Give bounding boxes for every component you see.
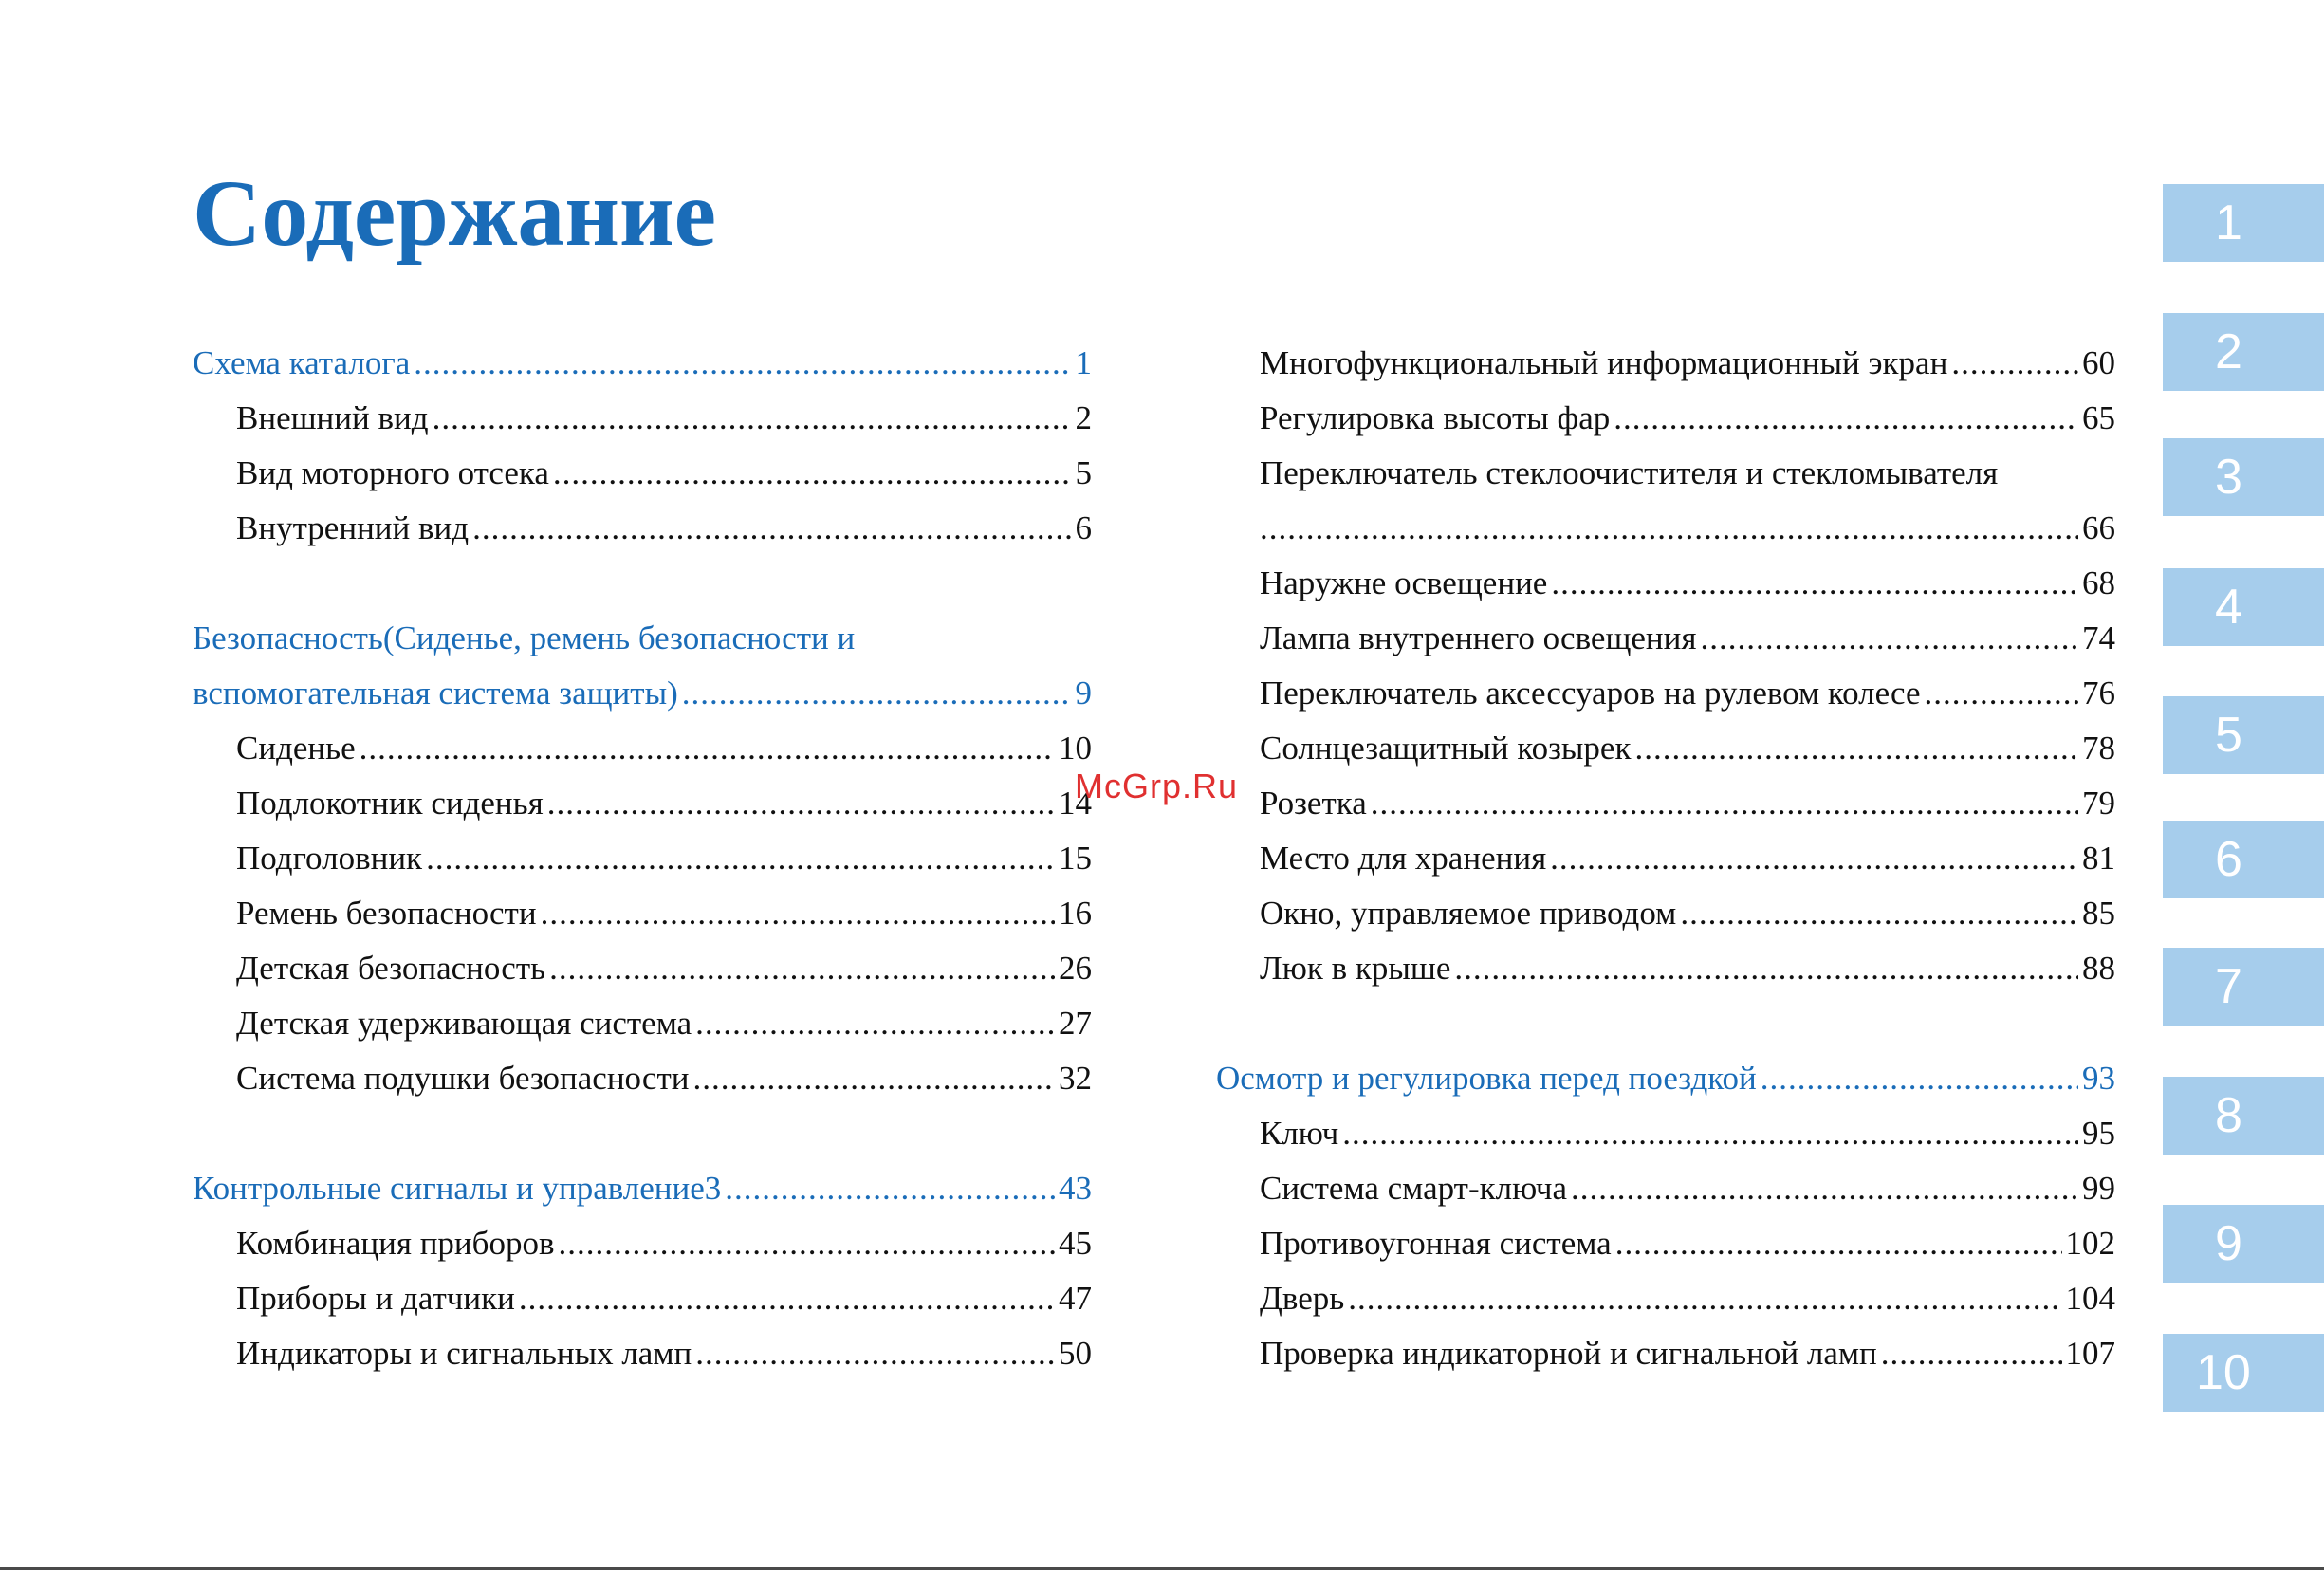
toc-entry-page: 78 [2082,730,2115,767]
toc-entry-label: Сиденье [236,730,356,767]
toc-entry-page: 74 [2082,619,2115,656]
chapter-tab-8[interactable]: 8 [2163,1077,2324,1155]
toc-entry-label: Солнцезащитный козырек [1260,730,1632,767]
toc-entry-page: 76 [2082,675,2115,712]
toc-entry-section[interactable] [193,1161,1092,1216]
toc-entry-page: 15 [1059,840,1092,877]
chapter-tab-10[interactable]: 10 [2163,1334,2324,1412]
toc-entry[interactable] [1216,1326,2115,1381]
toc-entry-label: Розетка [1260,785,1367,822]
toc-entry[interactable] [1216,1106,2115,1161]
toc-entry-section[interactable] [1216,1051,2115,1106]
toc-entry[interactable] [193,996,1092,1051]
leader-dots [414,336,1071,391]
leader-dots [1634,721,2078,776]
leader-dots [1551,556,2078,611]
toc-entry[interactable] [193,391,1092,446]
toc-entry-page: 65 [2082,399,2115,436]
toc-entry-label: Окно, управляемое приводом [1260,895,1677,932]
leader-dots [1342,1106,2078,1161]
toc-entry-page: 43 [1059,1170,1092,1207]
toc-entry[interactable] [1216,721,2115,776]
toc-entry-label: Осмотр и регулировка перед поездкой [1216,1060,1757,1097]
leader-dots [1260,501,2078,556]
toc-entry[interactable] [1216,611,2115,666]
toc-entry[interactable] [193,501,1092,556]
chapter-tab-6[interactable]: 6 [2163,821,2324,898]
bottom-divider [0,1567,2324,1570]
toc-entry-page: 104 [2065,1280,2115,1317]
toc-entry-page: 60 [2082,344,2115,381]
toc-entry-page: 79 [2082,785,2115,822]
leader-dots [549,941,1055,996]
toc-entry[interactable] [1216,336,2115,391]
leader-dots [1614,391,2078,446]
toc-entry[interactable] [193,721,1092,776]
toc-entry-label: Детская удерживающая система [236,1005,692,1042]
toc-entry-label: Переключатель стеклоочистителя и стекломывателя [1260,454,1999,491]
toc-entry-label: Подлокотник сиденья [236,785,544,822]
leader-dots [1701,611,2079,666]
leader-dots [725,1161,1055,1216]
leader-dots [1615,1216,2062,1271]
leader-dots [1348,1271,2061,1326]
toc-entry-label: Комбинация приборов [236,1225,555,1262]
toc-entry-label: вспомогательная система защиты) [193,675,678,712]
leader-dots [1454,941,2078,996]
toc-entry-page: 93 [2082,1060,2115,1097]
toc-entry-label: Дверь [1260,1280,1345,1317]
leader-dots [1761,1051,2078,1106]
toc-entry-label: Вид моторного отсека [236,454,549,491]
toc-entry[interactable] [1216,1216,2115,1271]
toc-entry-label: Индикаторы и сигнальных ламп [236,1335,692,1372]
watermark-text: McGrp.Ru [1075,767,1239,805]
toc-entry[interactable] [193,1051,1092,1106]
toc-entry-page: 85 [2082,895,2115,932]
toc-entry[interactable] [1216,666,2115,721]
toc-entry-label: Система подушки безопасности [236,1060,690,1097]
toc-entry-page: 6 [1075,509,1092,546]
toc-entry[interactable] [193,1326,1092,1381]
toc-entry-page: 102 [2065,1225,2115,1262]
toc-right-column [1216,336,2115,1381]
chapter-tabs [2163,0,2324,1571]
toc-entry-label: Контрольные сигналы и управление3 [193,1170,722,1207]
page-title: Содержание [193,160,717,266]
toc-entry-label: Система смарт-ключа [1260,1170,1568,1207]
leader-dots [695,1326,1055,1381]
chapter-tab-9[interactable]: 9 [2163,1205,2324,1283]
toc-entry-continuation[interactable] [1216,501,2115,556]
toc-entry-label: Внешний вид [236,399,429,436]
toc-entry-section[interactable] [193,666,1092,721]
toc-entry-label: Люк в крыше [1260,950,1451,987]
toc-entry-page: 5 [1075,454,1092,491]
leader-dots [1881,1326,2062,1381]
toc-entry-page: 107 [2065,1335,2115,1372]
leader-dots [693,1051,1056,1106]
toc-entry-page: 2 [1075,399,1092,436]
toc-entry-section-wrap[interactable] [193,611,1092,666]
toc-entry-wrap[interactable] [1216,446,2115,501]
chapter-tab-4[interactable]: 4 [2163,568,2324,646]
leader-dots [682,666,1072,721]
toc-entry-page: 81 [2082,840,2115,877]
leader-dots [433,391,1072,446]
toc-entry-page: 10 [1059,730,1092,767]
toc-entry-page: 27 [1059,1005,1092,1042]
toc-entry-label: Приборы и датчики [236,1280,515,1317]
leader-dots [553,446,1072,501]
toc-entry-page: 14 [1059,785,1092,822]
toc-entry-page: 88 [2082,950,2115,987]
leader-dots [519,1271,1055,1326]
toc-entry[interactable] [1216,391,2115,446]
toc-entry-label: Безопасность(Сиденье, ремень безопасности и [193,619,856,656]
toc-entry-page: 32 [1059,1060,1092,1097]
toc-entry-label: Ключ [1260,1115,1339,1152]
leader-dots [559,1216,1056,1271]
toc-entry-page: 45 [1059,1225,1092,1262]
toc-entry-page: 99 [2082,1170,2115,1207]
toc-entry-label: Переключатель аксессуаров на рулевом колесе [1260,675,1921,712]
toc-entry-label: Лампа внутреннего освещения [1260,619,1697,656]
leader-dots [360,721,1055,776]
leader-dots [547,776,1055,831]
chapter-tab-5[interactable]: 5 [2163,696,2324,774]
toc-entry-page: 16 [1059,895,1092,932]
chapter-tab-2[interactable]: 2 [2163,313,2324,391]
toc-entry-label: Наружне освещение [1260,564,1548,601]
toc-entry[interactable] [193,776,1092,831]
toc-entry-page: 50 [1059,1335,1092,1372]
toc-entry[interactable] [1216,776,2115,831]
toc-entry-page: 95 [2082,1115,2115,1152]
toc-entry-page: 1 [1075,344,1092,381]
chapter-tab-1[interactable]: 1 [2163,184,2324,262]
toc-entry-label: Противоугонная система [1260,1225,1612,1262]
toc-entry[interactable] [1216,886,2115,941]
chapter-tab-7[interactable]: 7 [2163,948,2324,1026]
toc-spacer [193,556,1092,611]
toc-entry[interactable] [1216,556,2115,611]
leader-dots [1371,776,2078,831]
toc-entry-label: Детская безопасность [236,950,546,987]
toc-entry-label: Подголовник [236,840,423,877]
toc-entry[interactable] [193,886,1092,941]
leader-dots [472,501,1071,556]
toc-entry[interactable] [193,1216,1092,1271]
toc-entry-page: 68 [2082,564,2115,601]
leader-dots [1571,1161,2078,1216]
toc-entry-page: 66 [2082,509,2115,546]
leader-dots [426,831,1055,886]
leader-dots [1951,336,2078,391]
toc-entry-label: Место для хранения [1260,840,1547,877]
leader-dots [541,886,1055,941]
leader-dots [1680,886,2078,941]
chapter-tab-3[interactable]: 3 [2163,438,2324,516]
toc-entry[interactable] [193,831,1092,886]
toc-entry-label: Внутренний вид [236,509,470,546]
toc-left-column [193,336,1092,1381]
toc-spacer [1216,996,2115,1051]
leader-dots [695,996,1055,1051]
toc-entry[interactable] [1216,941,2115,996]
toc-entry[interactable] [193,941,1092,996]
toc-entry-label: Проверка индикаторной и сигнальной ламп [1260,1335,1877,1372]
leader-dots [1925,666,2078,721]
toc-entry[interactable] [1216,1271,2115,1326]
toc-spacer [193,1106,1092,1161]
toc-entry-label: Многофункциональный информационный экран [1260,344,1948,381]
leader-dots [1550,831,2078,886]
toc-entry-page: 26 [1059,950,1092,987]
toc-entry[interactable] [193,1271,1092,1326]
toc-entry[interactable] [193,446,1092,501]
toc-entry[interactable] [1216,1161,2115,1216]
toc-entry-page: 9 [1075,675,1092,712]
toc-entry-label: Ремень безопасности [236,895,537,932]
toc-entry-label: Схема каталога [193,344,411,381]
toc-entry-section[interactable] [193,336,1092,391]
toc-entry[interactable] [1216,831,2115,886]
toc-entry-page: 47 [1059,1280,1092,1317]
toc-entry-label: Регулировка высоты фар [1260,399,1611,436]
